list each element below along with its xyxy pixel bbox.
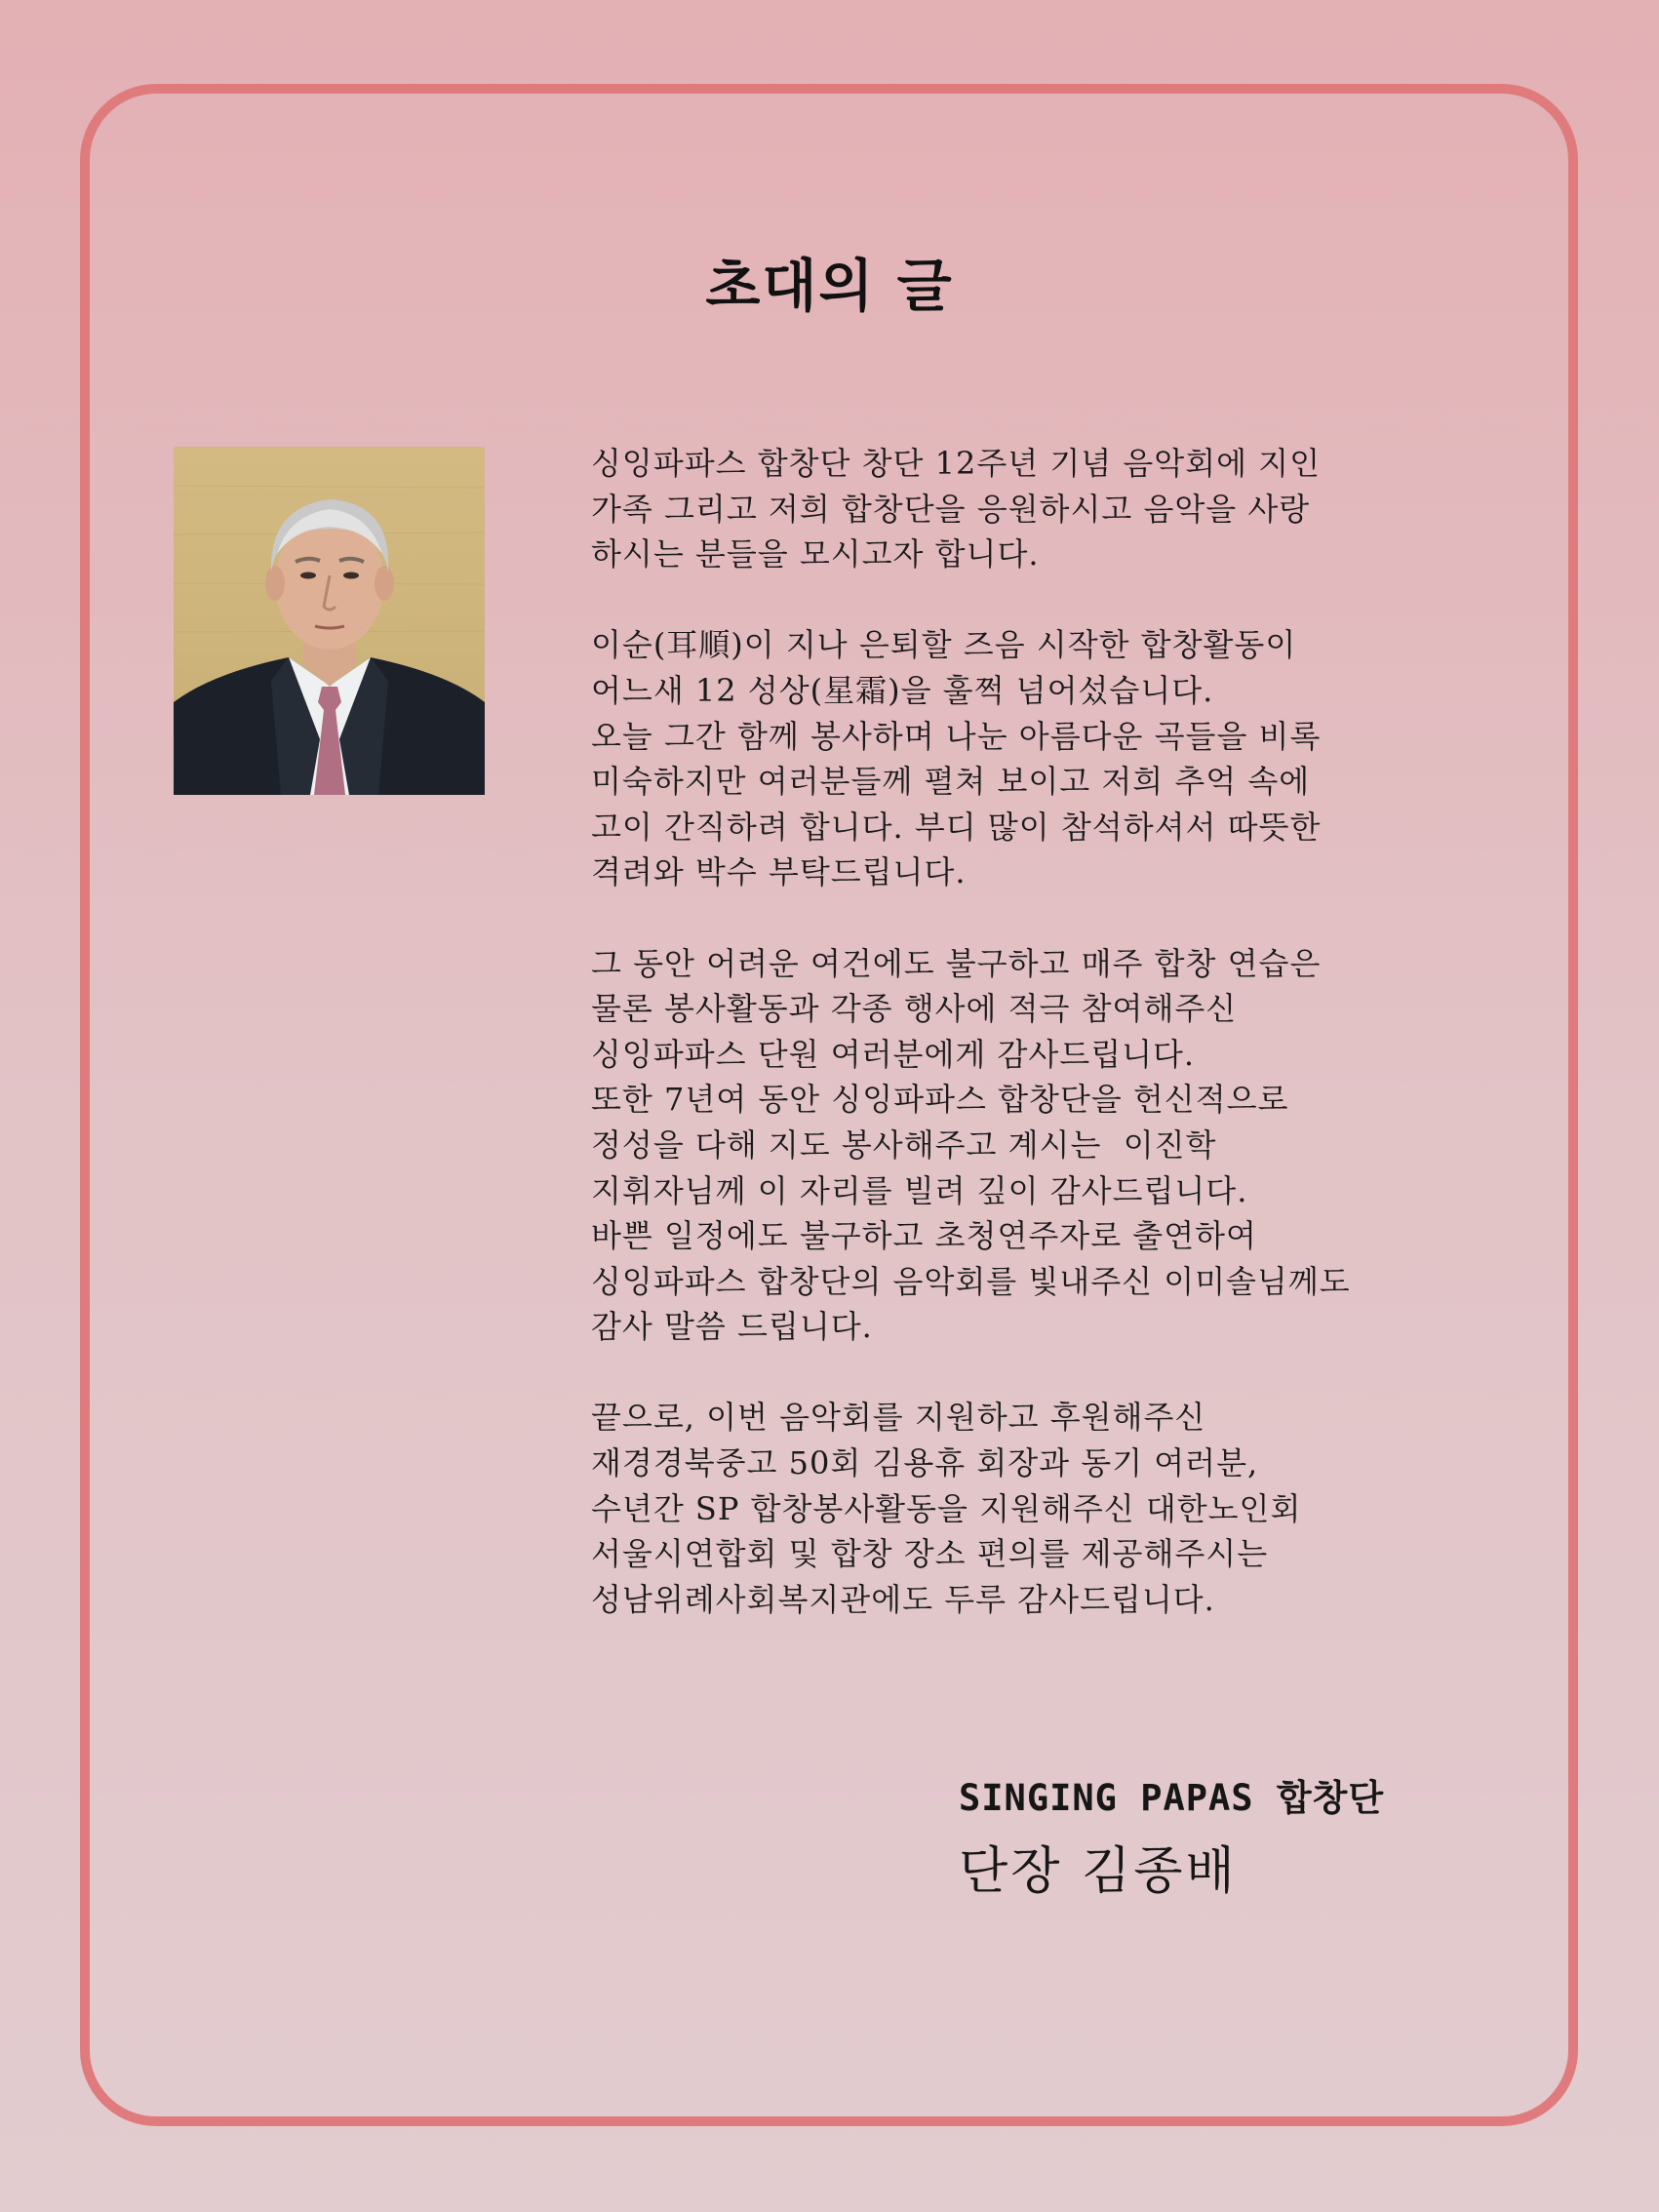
text-line: 격려와 박수 부탁드립니다.: [591, 853, 967, 891]
text-line: 어느새 12 성상(星霜)을 훌쩍 넘어섰습니다.: [591, 671, 1214, 709]
text-line: 싱잉파파스 단원 여러분에게 감사드립니다.: [591, 1035, 1196, 1073]
text-line: 싱잉파파스 합창단의 음악회를 빛내주신 이미솔님께도: [591, 1262, 1351, 1300]
text-line: 고이 간직하려 합니다. 부디 많이 참석하셔서 따뜻한: [591, 808, 1322, 846]
signature-organization: SINGING PAPAS 합창단: [959, 1777, 1385, 1819]
text-line: 끝으로, 이번 음악회를 지원하고 후원해주신: [591, 1399, 1206, 1437]
text-line: 지휘자님께 이 자리를 빌려 깊이 감사드립니다.: [591, 1171, 1248, 1209]
text-line: 바쁜 일정에도 불구하고 초청연주자로 출연하여: [591, 1217, 1257, 1255]
paragraph: [591, 622, 1527, 895]
text-line: 물론 봉사활동과 각종 행사에 적극 참여해주신: [591, 990, 1238, 1028]
text-line: 미숙하지만 여러분들께 펼쳐 보이고 저희 추억 속에: [591, 763, 1311, 801]
paragraph: [591, 441, 1527, 577]
text-line: 하시는 분들을 모시고자 합니다.: [591, 535, 1040, 573]
text-line: 재경경북중고 50회 김용휴 회장과 동기 여러분,: [591, 1444, 1259, 1482]
text-line: 정성을 다해 지도 봉사해주고 계시는 이진학: [591, 1126, 1217, 1164]
text-line: 오늘 그간 함께 봉사하며 나눈 아름다운 곡들을 비록: [591, 717, 1322, 755]
text-line: 이순(耳順)이 지나 은퇴할 즈음 시작한 합창활동이: [591, 626, 1297, 664]
text-line: 수년간 SP 합창봉사활동을 지원해주신 대한노인회: [591, 1489, 1302, 1527]
text-line: 서울시연합회 및 합창 장소 편의를 제공해주시는: [591, 1535, 1269, 1573]
text-line: 가족 그리고 저희 합창단을 응원하시고 음악을 사랑: [591, 490, 1311, 528]
portrait-photo: [174, 447, 485, 795]
paragraph: [591, 1395, 1527, 1622]
signature-name: 단장 김종배: [959, 1842, 1238, 1901]
paragraph: [591, 941, 1527, 1350]
text-line: 그 동안 어려운 여건에도 불구하고 매주 합창 연습은: [591, 944, 1322, 982]
text-line: 감사 말씀 드립니다.: [591, 1308, 873, 1346]
text-line: 또한 7년여 동안 싱잉파파스 합창단을 헌신적으로: [591, 1081, 1289, 1119]
text-line: 성남위례사회복지관에도 두루 감사드립니다.: [591, 1580, 1215, 1618]
page-title: 초대의 글: [705, 253, 954, 319]
invitation-letter-body: [591, 441, 1527, 1668]
text-line: 싱잉파파스 합창단 창단 12주년 기념 음악회에 지인: [591, 445, 1321, 482]
